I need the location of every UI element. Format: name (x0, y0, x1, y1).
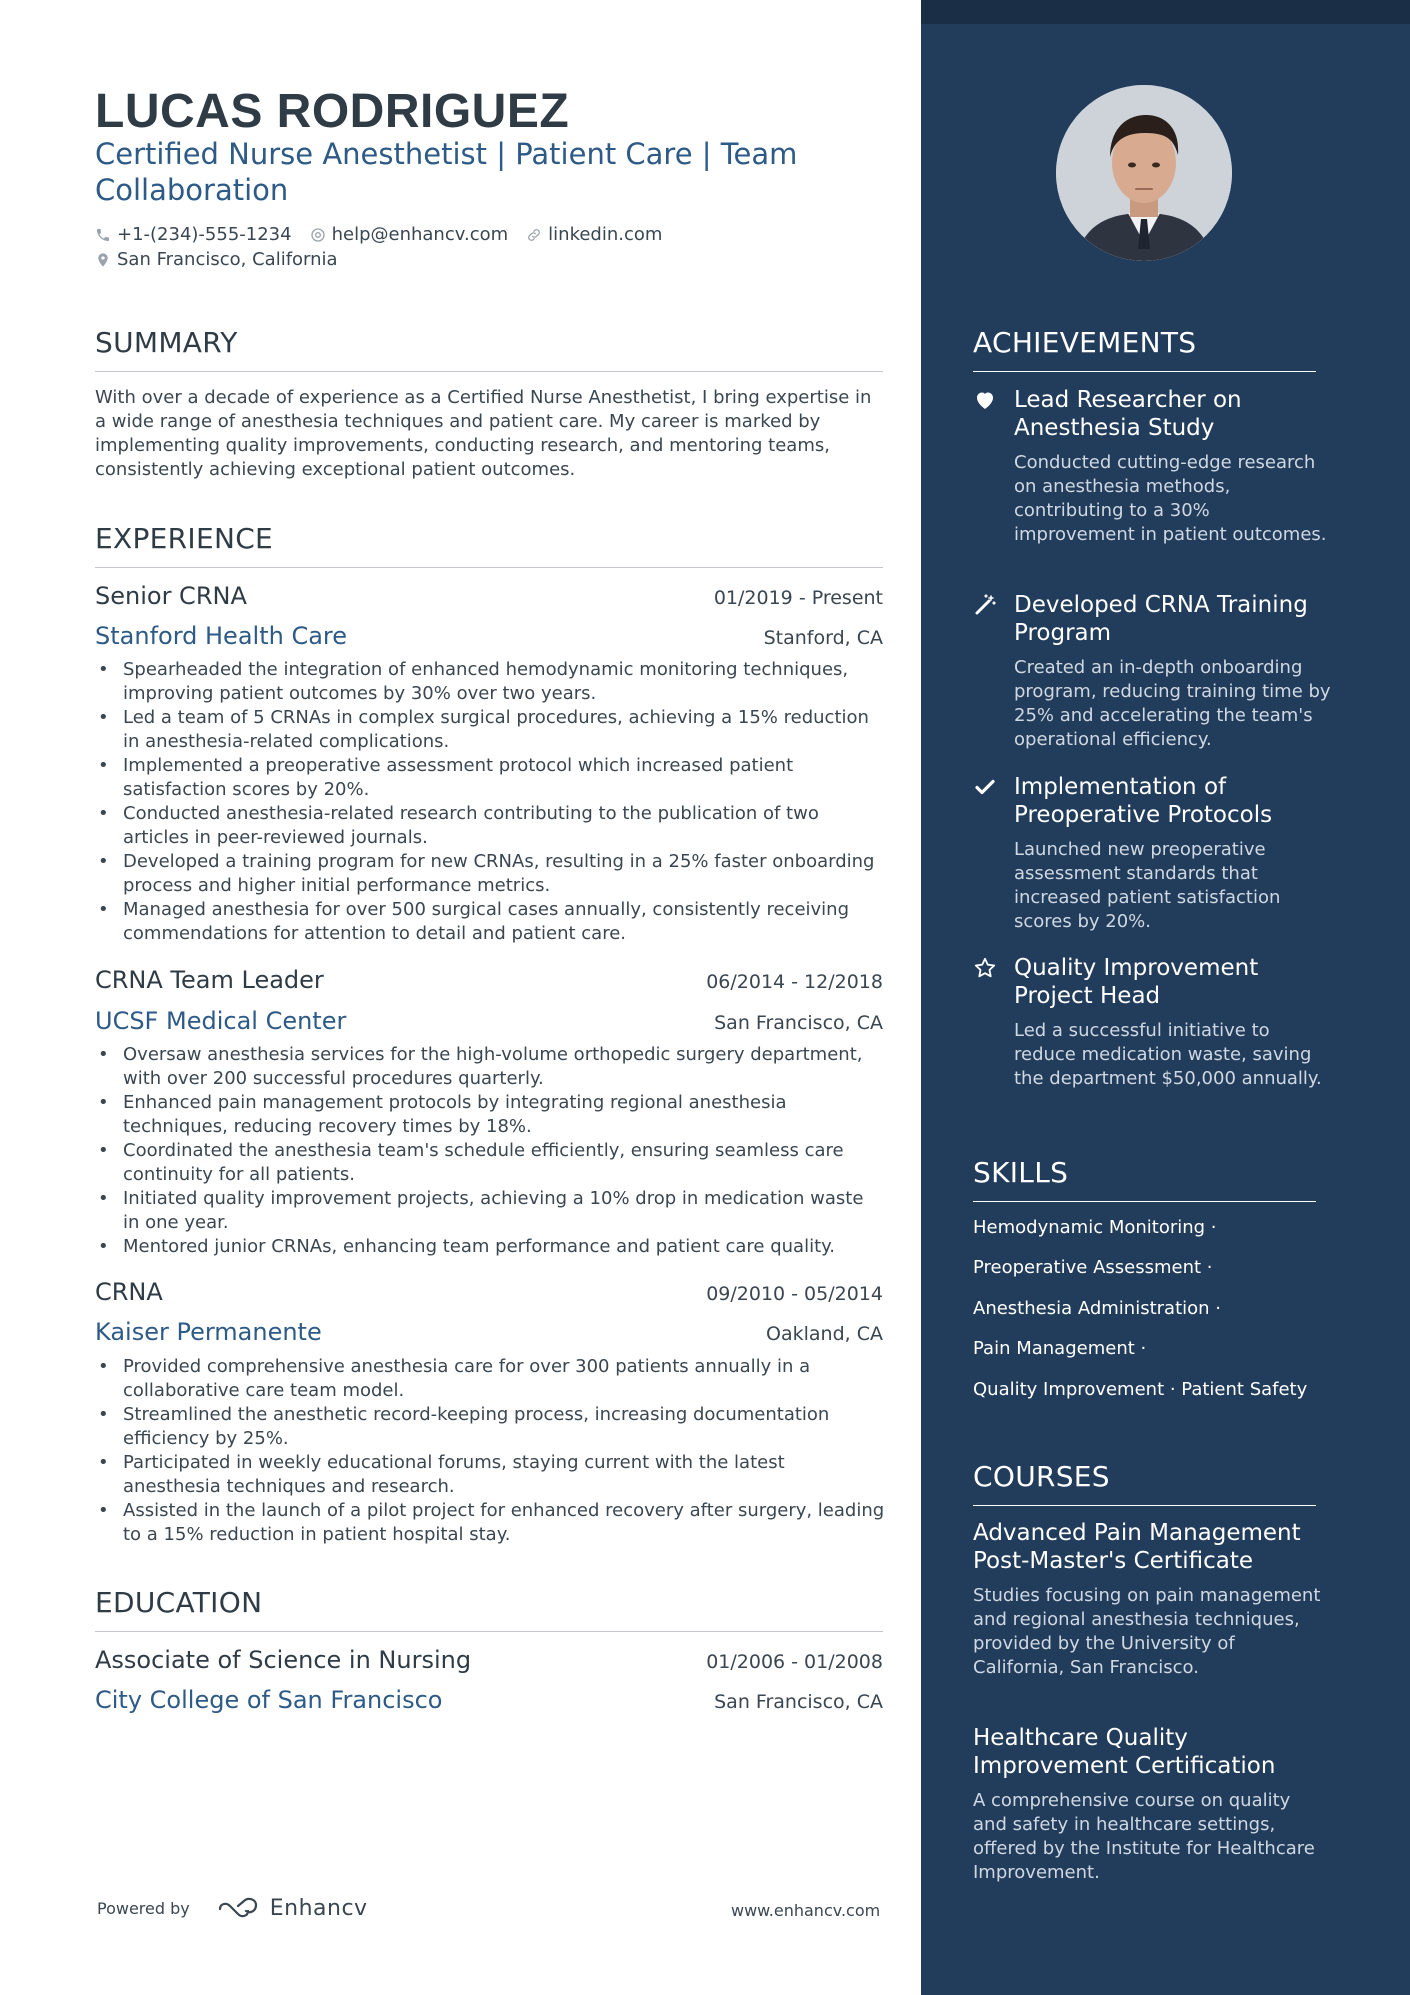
phone-item (95, 224, 292, 245)
skill-item: Hemodynamic Monitoring · (973, 1217, 1217, 1238)
contact-row-2 (95, 249, 356, 270)
job-location: Oakland, CA (766, 1323, 883, 1345)
school-location: San Francisco, CA (714, 1691, 883, 1713)
list-item: • Spearheaded the integration of enhanced hemodynamic monitoring techniques, improving patient outcomes by 30% over two years. (95, 658, 885, 706)
job-location: San Francisco, CA (714, 1012, 883, 1034)
list-item: • Developed a training program for new CRNAs, resulting in a 25% faster onboarding process and higher initial performance metrics. (95, 850, 885, 898)
job-bullets (95, 1355, 885, 1547)
achievement-desc: Launched new preoperative assessment standards that increased patient satisfaction scores by 20%. (1014, 839, 1281, 932)
candidate-name: LUCAS RODRIGUEZ (95, 85, 570, 138)
list-item: • Conducted anesthesia-related research contributing to the publication of two articles in peer-reviewed journals. (95, 802, 885, 850)
linkedin-text[interactable]: linkedin.com (548, 224, 663, 245)
enhancv-logo-icon (216, 1897, 262, 1921)
list-item: • Led a team of 5 CRNAs in complex surgical procedures, achieving a 15% reduction in anesthesia-related complications. (95, 706, 885, 754)
footer-website[interactable]: www.enhancv.com (731, 1901, 881, 1920)
education-dates: 01/2006 - 01/2008 (706, 1651, 883, 1673)
powered-by-label: Powered by (97, 1899, 190, 1918)
list-item: • Assisted in the launch of a pilot project for enhanced recovery after surgery, leading to a 15% reduction in patient hospital stay. (95, 1499, 885, 1547)
degree-title: Associate of Science in Nursing (95, 1646, 472, 1674)
list-item: • Mentored junior CRNAs, enhancing team performance and patient care quality. (95, 1235, 885, 1259)
enhancv-brand: Enhancv (269, 1896, 368, 1921)
avatar (1056, 85, 1232, 261)
skill-item: Preoperative Assessment · (973, 1257, 1213, 1278)
contact-row-1 (95, 224, 680, 245)
education-header (95, 1646, 883, 1674)
achievement-desc: Led a successful initiative to reduce medication waste, saving the department $50,000 annually. (1014, 1020, 1322, 1089)
linkedin-item[interactable] (526, 224, 662, 245)
job-dates: 06/2014 - 12/2018 (706, 971, 883, 993)
job-title: Senior CRNA (95, 582, 247, 610)
course-title: Advanced Pain Management Post-Master's Certificate (973, 1520, 1301, 1574)
skill-item: Quality Improvement · Patient Safety (973, 1379, 1308, 1400)
list-item: • Initiated quality improvement projects, achieving a 10% drop in medication waste in one year. (95, 1187, 885, 1235)
job-dates: 01/2019 - Present (713, 587, 883, 609)
at-sign-icon (310, 227, 326, 243)
list-item: • Enhanced pain management protocols by integrating regional anesthesia techniques, reducing recovery times by 18%. (95, 1091, 885, 1139)
achievement-desc: Conducted cutting-edge research on anesthesia methods, contributing to a 30% improvement in patient outcomes. (1014, 452, 1327, 545)
location-pin-icon (95, 252, 111, 268)
job-header (95, 966, 883, 994)
profile-photo-illustration (1056, 85, 1232, 261)
phone-icon (95, 227, 111, 243)
achievement-desc: Created an in-depth onboarding program, reducing training time by 25% and accelerating the team's operational efficiency. (1014, 657, 1331, 750)
achievement-title: Implementation of Preoperative Protocols (1014, 774, 1273, 828)
job-dates: 09/2010 - 05/2014 (706, 1283, 883, 1305)
email-text[interactable]: help@enhancv.com (331, 224, 509, 245)
job-company-row (95, 1007, 883, 1035)
education-heading: EDUCATION (95, 1586, 883, 1632)
list-item: • Managed anesthesia for over 500 surgical cases annually, consistently receiving commendations for attention to detail and patient care. (95, 898, 885, 946)
link-icon (526, 227, 542, 243)
job-location: Stanford, CA (763, 627, 883, 649)
job-company: UCSF Medical Center (95, 1007, 347, 1035)
job-header (95, 1278, 883, 1306)
heart-icon (973, 388, 997, 412)
course-desc: Studies focusing on pain management and regional anesthesia techniques, provided by the University of California, San Francisco. (973, 1585, 1321, 1678)
job-bullets (95, 1043, 885, 1259)
candidate-title: Certified Nurse Anesthetist | Patient Care | Team Collaboration (95, 137, 798, 207)
list-item: • Coordinated the anesthesia team's schedule efficiently, ensuring seamless care continuity for all patients. (95, 1139, 885, 1187)
checkmark-icon (973, 775, 997, 799)
job-title: CRNA (95, 1278, 163, 1306)
list-item: • Provided comprehensive anesthesia care for over 300 patients annually in a collaborative care team model. (95, 1355, 885, 1403)
list-item: • Streamlined the anesthetic record-keeping process, increasing documentation efficiency by 25%. (95, 1403, 885, 1451)
summary-heading: SUMMARY (95, 326, 883, 372)
list-item: • Participated in weekly educational forums, staying current with the latest anesthesia techniques and research. (95, 1451, 885, 1499)
location-item (95, 249, 338, 270)
achievement-title: Developed CRNA Training Program (1014, 592, 1308, 646)
courses-heading: COURSES (973, 1460, 1316, 1506)
education-school-row (95, 1686, 883, 1714)
phone-text: +1-(234)-555-1234 (117, 224, 292, 245)
job-bullets (95, 658, 885, 946)
achievements-heading: ACHIEVEMENTS (973, 326, 1316, 372)
star-icon (973, 956, 997, 980)
magic-wand-icon (973, 593, 997, 617)
job-company-row (95, 1318, 883, 1346)
course-title: Healthcare Quality Improvement Certification (973, 1725, 1276, 1779)
job-company: Stanford Health Care (95, 622, 348, 650)
course-desc: A comprehensive course on quality and safety in healthcare settings, offered by the Institute for Healthcare Improvement. (973, 1790, 1315, 1883)
footer-powered-by (97, 1896, 368, 1921)
skill-item: Pain Management · (973, 1338, 1147, 1359)
job-header (95, 582, 883, 610)
achievement-title: Lead Researcher on Anesthesia Study (1014, 387, 1242, 441)
sidebar-top-bar (921, 0, 1410, 24)
job-company-row (95, 622, 883, 650)
experience-heading: EXPERIENCE (95, 522, 883, 568)
skills-heading: SKILLS (973, 1156, 1316, 1202)
summary-text: With over a decade of experience as a Certified Nurse Anesthetist, I bring expertise in a wide range of anesthesia techniques and patient care. My career is marked by implementing quality improvements, conducting research, and mentoring teams, consistently achieving exceptional patient outcomes. (95, 387, 872, 480)
list-item: • Oversaw anesthesia services for the high-volume orthopedic surgery department, with over 200 successful procedures quarterly. (95, 1043, 885, 1091)
job-company: Kaiser Permanente (95, 1318, 322, 1346)
email-item[interactable] (310, 224, 509, 245)
skill-item: Anesthesia Administration · (973, 1298, 1222, 1319)
achievement-title: Quality Improvement Project Head (1014, 955, 1259, 1009)
location-text: San Francisco, California (117, 249, 338, 270)
job-title: CRNA Team Leader (95, 966, 324, 994)
school-name: City College of San Francisco (95, 1686, 443, 1714)
list-item: • Implemented a preoperative assessment protocol which increased patient satisfaction scores by 20%. (95, 754, 885, 802)
